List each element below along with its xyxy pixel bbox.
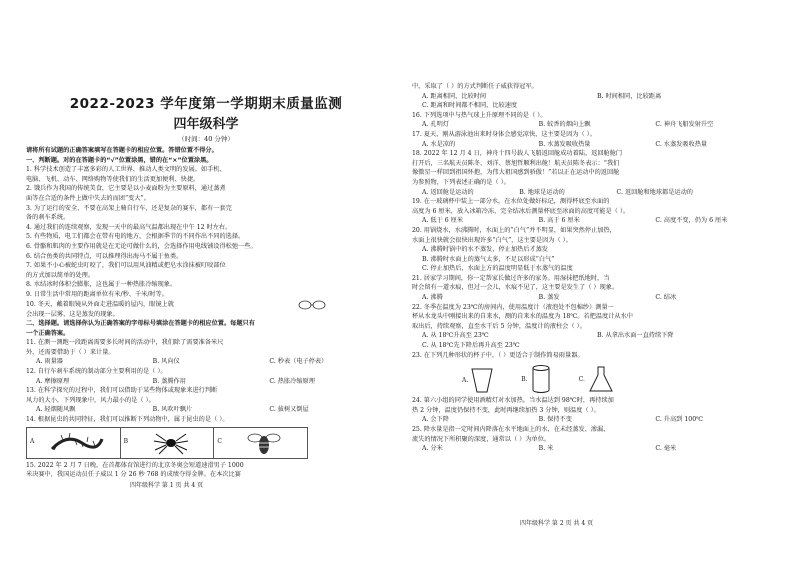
option: B. 风向仪 <box>152 358 180 366</box>
question-line: 4. 通过我们的连续观察，发现一天中的最高气温都出现在中午 12 时左右。 <box>26 223 232 231</box>
question-18: 打开后，三名航天员陈冬、刘洋、蔡旭哲顺利出舱！航天员陈冬表示：“我们 <box>412 159 620 167</box>
question-line: 外，还需要借助于（ ）来计量。 <box>26 348 115 356</box>
option: B. 蒸腾作用 <box>152 377 186 385</box>
question-line: 9. 日常生活中常用的距离单位有米/秒、千米/时等。 <box>26 290 168 298</box>
centipede-icon <box>47 431 107 455</box>
question-18: 为参照物，下列表述正确的是（ ）。 <box>412 178 510 186</box>
page-2-footer: 四年级科学 第 2 页 共 4 页 <box>520 520 594 527</box>
question-line: 的方式加以简单的处理。 <box>26 271 95 279</box>
option: C. 拔树又倒屋 <box>269 406 309 414</box>
tapered-cup-icon <box>471 367 493 393</box>
option: B. 蒸发 <box>538 294 560 302</box>
q14-image-c <box>214 428 307 458</box>
q24-options <box>412 415 772 425</box>
image-label: A <box>30 437 35 445</box>
question-line: 6. 骨骼和肌肉的主要作用就是在无论可做什么的，会选择作用电线铺设得松弛一些。 <box>26 242 257 250</box>
question-line: 电脑、飞机、动车、网络购物等使我们的生活更加便利、快捷。 <box>26 175 200 183</box>
option: B. 保持不变 <box>538 416 572 424</box>
option: A. 沸腾 <box>422 294 443 302</box>
question-18: 像微星一样回到祖国怀抱，为伟大祖国感到骄傲！”若以正在运动中的返回舱 <box>412 169 620 177</box>
option: C. 返回舱和地球都是运动的 <box>616 188 693 196</box>
option: C. 水蒸发吸收热量 <box>655 140 708 148</box>
q14-image-a <box>27 428 121 458</box>
q15-options <box>412 92 772 102</box>
question-line: 备的刹车系统。 <box>26 214 70 222</box>
option: B. 地球是运动的 <box>519 188 565 196</box>
exam-page-1 <box>26 82 386 502</box>
question-23: 23. 在下列几种形状的杯子中，（ ）更适合于制作简易雨量器。 <box>412 351 584 359</box>
exam-page-2 <box>412 82 772 502</box>
option: B. 沸腾时水面上的蒸气太多，不足以形成“白气” <box>422 255 555 263</box>
q14-image-row <box>26 427 308 459</box>
image-label: C <box>217 437 222 445</box>
option: B. 米 <box>538 445 554 453</box>
question-line: 3. 为了运行的安全，不要在高架上骑自行车，还是复杂的赛车，都有一套完 <box>26 204 232 212</box>
option: B. 时间相同，比较距离 <box>597 92 662 100</box>
question-22: 22. 冬季在温度为 23℃的房间内，使用温度计（液泡处不包棉纱）测量一 <box>412 303 614 311</box>
option: C. 从 18℃先下降后再升高至 23℃ <box>422 342 520 350</box>
option: C. 热胀冷缩原理 <box>269 377 315 385</box>
option: B. 水蒸发吸收热量 <box>538 140 591 148</box>
question-24: 24. 第六小组的同学使用酒精灯对水加热。当水温达到 98℃时，再持续加 <box>412 397 614 405</box>
page-1-footer: 四年级科学 第 1 页 共 4 页 <box>130 482 204 489</box>
question-line: 11. 在测一测跑一段距离需要多长时间的活动中，我们除了需要准备米尺 <box>26 339 224 347</box>
question-15-cont: 中，采取了（ ）的方式判断任子威获得冠军。 <box>412 83 538 90</box>
question-line: 8. 水结冰时体积会膨胀，这也属于一种热胀冷缩现象。 <box>26 281 177 289</box>
option: C. 距离和时间都不相同，比较速度 <box>422 102 518 110</box>
option: A. 距离相同，比较时间 <box>422 92 487 100</box>
question-20: 水面上很快就会很快出现许多“白气”，这主要是因为（ ）。 <box>412 236 572 244</box>
question-15: 米决赛中，我国运动员任子威以 1 分 26 秒 768 的成绩夺得金牌。在本次比赛 <box>26 471 241 479</box>
question-12: 12. 自行车刹车系统的制动部分主要利用的是（ ）。 <box>26 368 167 376</box>
q13-options <box>26 405 386 415</box>
question-18: 18. 2022 年 12 月 4 日，神舟十四号载人飞船返回舱成功着陆，返回舱舱门 <box>412 150 623 158</box>
q23-cups <box>462 363 772 393</box>
option: A. 孔明灯 <box>422 121 449 129</box>
option: B. 高于 6 厘米 <box>538 217 580 225</box>
image-label: C. <box>578 375 585 383</box>
q21-options <box>412 293 772 303</box>
glasses-icon <box>298 300 326 310</box>
question-17: 17. 夏天，刚从游泳池出来时身体会感觉凉快，这主要是因为（ ）。 <box>412 130 596 138</box>
option: C. 神舟飞船发射升空 <box>655 121 714 129</box>
option: A. 雨量器 <box>36 358 63 366</box>
question-line: 6. 结合鱼类的共同特点，可以推理得出海马不属于鱼类。 <box>26 252 183 260</box>
option: A. 分米 <box>422 445 443 453</box>
exam-subtitle: 四年级科学 <box>173 117 239 132</box>
option: A. 水是凉的 <box>422 140 456 148</box>
section-heading-judge: 一、判断题。对的在答题卡的“√”位置涂黑，错的在“×”位置涂黑。 <box>26 156 213 164</box>
cup-option-c <box>579 365 614 393</box>
question-24: 热 2 分钟，温度仍保持不变，此时再继续加热 3 分钟，则温度（ ）。 <box>412 406 600 414</box>
option: C. 升高到 100℃ <box>655 416 704 424</box>
option: A. 会下降 <box>422 416 449 424</box>
spider-icon <box>151 431 191 455</box>
question-19: 高度为 6 厘米，放入冰箱冷冻，完全结冰后测量杯底至冰面的高度可能是（ ）。 <box>412 207 630 215</box>
option: A. 低于 6 厘米 <box>422 217 464 225</box>
cup-option-b <box>521 365 550 393</box>
q12-options <box>26 377 386 387</box>
option: A. 沸腾时锅中的水不蒸发，停止加热后才蒸发 <box>422 246 548 254</box>
cylinder-cup-icon <box>531 365 551 393</box>
question-15: 15. 2022 年 2 月 7 日晚，在首都体育馆进行的北京冬奥会短道速滑男子 1000 <box>26 461 244 469</box>
question-line: 2. 饿兵作为我国的传统美食，它主要是以小麦面粉为主要原料，通过蒸煮 <box>26 185 226 193</box>
exam-title: 2022-2023 学年度第一学期期末质量监测 <box>69 96 343 112</box>
question-14: 14. 根据昆虫的共同特征，我们可以推断下列动物中，属于昆虫的是（ ）。 <box>26 416 229 424</box>
q14-image-b <box>121 428 215 458</box>
option: A. 返回舱是运动的 <box>422 188 474 196</box>
option: C. 高度不变，仍为 6 厘米 <box>655 217 728 225</box>
question-20: 20. 用锅烧水，水沸腾时，水面上的“白气”并不明显，如果突然停止加热， <box>412 226 616 234</box>
option: C. 秒表（电子停表） <box>269 358 328 366</box>
q18-options <box>412 188 772 198</box>
flask-cup-icon <box>588 365 614 393</box>
image-label: A. <box>462 376 469 384</box>
question-line: 5. 有些物质，电工们都会在带有电的地方，会根据季节的不同作出不同的选择。 <box>26 233 245 241</box>
option: A. 摩擦原理 <box>36 377 70 385</box>
question-19: 19. 在一玻璃杯中装上一部分水，在水位处做好标记，测得杯底至水面的 <box>412 198 610 206</box>
image-label: B. <box>521 375 528 383</box>
option: C. 毫米 <box>655 445 677 453</box>
question-13: 风力的大小，下列现象中，风力最小的是（ ）。 <box>26 396 155 404</box>
question-21: 21. 居家学习期间，你一定帮家长做过许多的家务。用湿抹把纸地时，当 <box>412 274 610 282</box>
q11-options <box>26 357 386 367</box>
question-10-text: 10. 冬天，戴着眼镜从外面走进温暖的屋内，眼镜上就 <box>26 300 174 308</box>
question-line <box>26 300 326 310</box>
question-16: 16. 下列选项中与热气球上升原理不同的是（ ）。 <box>412 111 547 119</box>
question-line: 7. 如果不小心被蛇虫叮咬了，我们可以用风油精或把皂水涂抹被叮咬部位 <box>26 262 226 270</box>
question-21: 时会留有一道水痕，但过一会儿，水痕不见了，这主要是发生了（ ）现象。 <box>412 284 619 292</box>
option: B. 风吹叶飘片 <box>152 406 193 414</box>
option: B. 从拿出水面一直持续下降 <box>597 332 674 340</box>
q17-options <box>412 140 772 150</box>
bee-icon <box>244 430 284 456</box>
q25-options <box>412 444 772 454</box>
exam-time: （时间：40 分钟） <box>178 135 234 143</box>
section-heading-choice-2: 一个正确答案。 <box>26 329 70 337</box>
q16-options <box>412 120 772 130</box>
question-22: 杯从水龙头中刚接出来的自来水，测的自来水的温度为 18℃。若把温度计从水中 <box>412 313 633 321</box>
question-line: 面等在合适的条件上做中失去的而团“变大”。 <box>26 194 150 202</box>
question-line: 1. 科学技术创造了丰富多彩的人工世界，推动人类文明的发展。如手机、 <box>26 166 226 174</box>
question-25: 25. 降水量是指一定时间内降落在水平地面上的水，在未经蒸发、渗漏、 <box>412 426 610 433</box>
q19-options <box>412 216 772 226</box>
cup-option-a <box>462 367 493 393</box>
question-25: 流失的情况下所积聚的深度，通常以（ ）为单位。 <box>412 435 551 443</box>
section-heading-choice: 二、选择题。请选择你认为正确答案的字母标号填涂在答题卡的相应位置。每题只有 <box>26 320 255 328</box>
question-line: 会出现一层雾，这是蒸发的现象。 <box>26 310 119 318</box>
question-13: 13. 在科学探究的过程中，我们可以借助于某些物体或现象来进行判断 <box>26 387 218 395</box>
option: A. 从 18℃升高至 23℃ <box>422 332 489 340</box>
option: A. 轻烟随风飘 <box>36 406 76 414</box>
option: C. 停止加热后，水面上方的温度明显低于水蒸气的温度 <box>422 265 573 273</box>
question-22: 取出后，持续观察，直至水干后 5 分钟，温度计的液柱会（ ）。 <box>412 322 586 330</box>
option: B. 蚊香的烟向上飘 <box>538 121 591 129</box>
q22-options <box>412 331 772 341</box>
image-label: B <box>123 437 129 445</box>
instruction: 请将所有试题的正确答案填写在答题卡的相应位置。答错位置不得分。 <box>26 147 218 154</box>
option: C. 结冰 <box>655 294 677 302</box>
